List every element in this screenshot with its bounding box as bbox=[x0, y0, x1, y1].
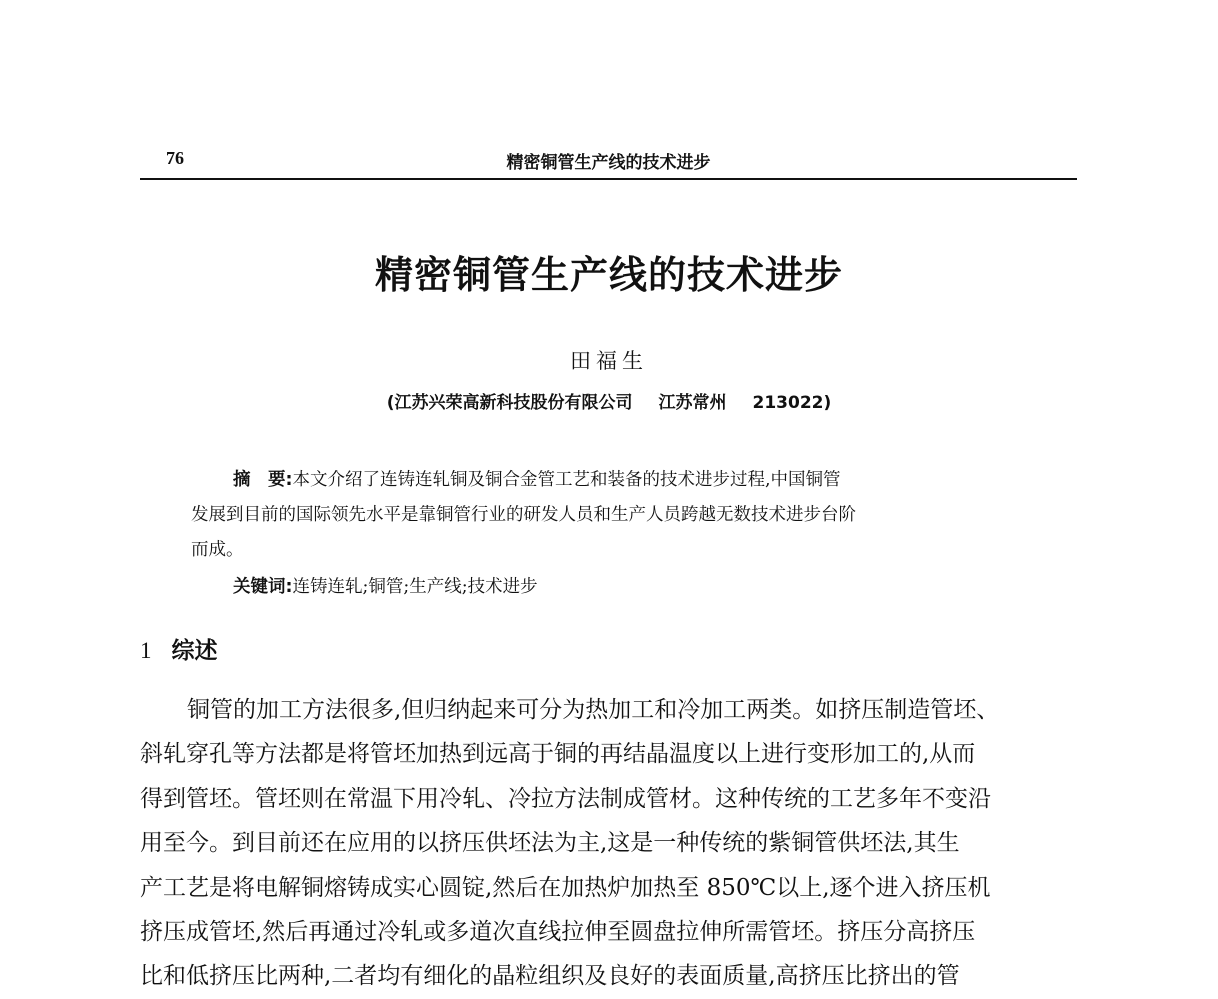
affiliation-close-paren: ) bbox=[823, 393, 832, 413]
keywords-text: 连铸连轧;铜管;生产线;技术进步 bbox=[292, 577, 538, 597]
running-title: 精密铜管生产线的技术进步 bbox=[506, 153, 711, 173]
body-line: 斜轧穿孔等方法都是将管坯加热到远高于铜的再结晶温度以上进行变形加工的,从而 bbox=[140, 741, 976, 768]
page-number: 76 bbox=[166, 148, 184, 168]
abstract-label: 摘 要: bbox=[233, 470, 293, 490]
affiliation-postcode: 213022 bbox=[752, 393, 824, 413]
running-header bbox=[140, 140, 1077, 180]
body-line: 铜管的加工方法很多,但归纳起来可分为热加工和冷加工两类。如挤压制造管坯、 bbox=[187, 697, 1000, 723]
body-line: 挤压成管坯,然后再通过冷轧或多道次直线拉伸至圆盘拉伸所需管坯。挤压分高挤压 bbox=[140, 918, 976, 945]
abstract-line bbox=[191, 463, 1041, 498]
section-title: 综述 bbox=[171, 638, 218, 664]
article-title: 精密铜管生产线的技术进步 bbox=[374, 252, 843, 297]
author-name: 田福生 bbox=[570, 349, 648, 373]
section-heading bbox=[140, 632, 218, 665]
abstract-text: 本文介绍了连铸连轧铜及铜合金管工艺和装备的技术进步过程,中国铜管 bbox=[292, 470, 841, 490]
author-affiliation bbox=[0, 388, 1218, 413]
abstract-line: 发展到目前的国际领先水平是靠铜管行业的研发人员和生产人员跨越无数技术进步台阶 bbox=[191, 505, 856, 525]
keywords bbox=[233, 572, 538, 602]
body-paragraph bbox=[140, 688, 1080, 999]
affiliation-city: 江苏常州 bbox=[658, 393, 727, 413]
abstract bbox=[191, 463, 1041, 568]
keywords-label: 关键词: bbox=[233, 577, 293, 597]
body-line: 用至今。到目前还在应用的以挤压供坯法为主,这是一种传统的紫铜管供坯法,其生 bbox=[140, 830, 960, 857]
affiliation-open-paren: ( bbox=[386, 393, 395, 413]
abstract-line: 而成。 bbox=[191, 540, 244, 560]
body-line: 产工艺是将电解铜熔铸成实心圆锭,然后在加热炉加热至 850℃以上,逐个进入挤压机 bbox=[140, 874, 991, 901]
body-line: 比和低挤压比两种,二者均有细化的晶粒组织及良好的表面质量,高挤压比挤出的管 bbox=[140, 963, 960, 990]
section-number: 1 bbox=[140, 638, 152, 663]
body-line: 得到管坯。管坯则在常温下用冷轧、冷拉方法制成管材。这种传统的工艺多年不变沿 bbox=[140, 785, 991, 812]
affiliation-org: 江苏兴荣高新科技股份有限公司 bbox=[394, 393, 633, 413]
